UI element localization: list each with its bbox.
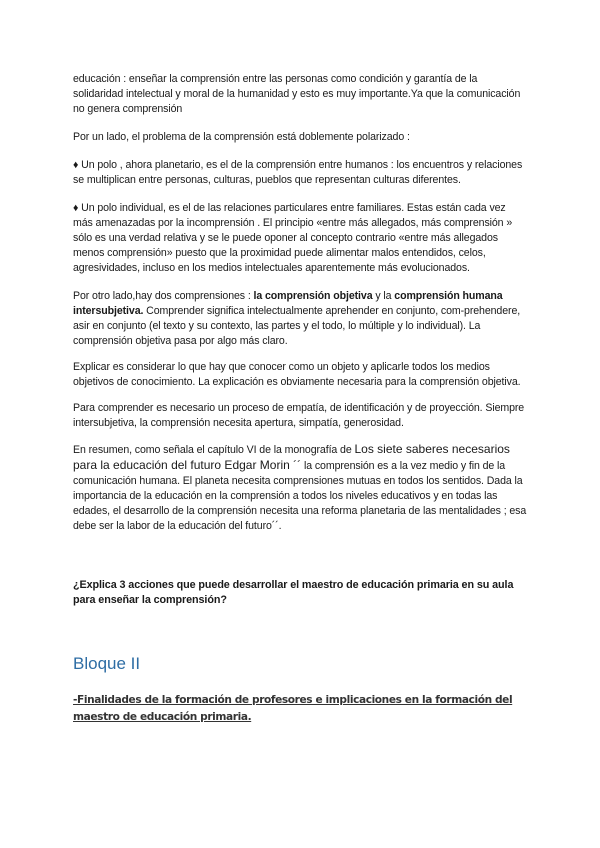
paragraph-education: educación : enseñar la comprensión entre las personas como condición y garantía de la solidaridad intelectual y moral de la humanidad y esto es muy importante.Ya que la comunicación no genera comprensión [73, 73, 521, 115]
paragraph-summary [73, 442, 528, 534]
p8-intro: En resumen, como señala el capítulo VI de la monografía de [73, 444, 355, 456]
p8-book-title: Los siete saberes necesarios para la educación del futuro Edgar Morin ´´ [73, 442, 510, 472]
paragraph-planetary-pole: ♦ Un polo , ahora planetario, es el de la comprensión entre humanos : los encuentros y relaciones se multiplican entre personas, culturas, pueblos que representan culturas diferentes. [73, 159, 523, 186]
paragraph-polarized: Por un lado, el problema de la comprensión está doblemente polarizado : [73, 131, 410, 143]
p5-bold-objective: la comprensión objetiva [253, 290, 373, 302]
paragraph-individual-pole: ♦ Un polo individual, es el de las relaciones particulares entre familiares. Estas están cada vez más amenazadas por la incomprensión . El principio «entre más allegados, más comprensión » sólo es una verdad relativa y se le puede oponer al concepto contrario «entre más allegados menos comprensión» puesto que la proximidad puede alimentar malos entendidos, celos, agresividades, incluso en los medios intelectuales aparentemente más evolucionados. [73, 202, 513, 274]
paragraph-empathy: Para comprender es necesario un proceso de empatía, de identificación y de proyección. Siempre intersubjetiva, la comprensión necesita apertura, simpatía, generosidad. [73, 402, 525, 429]
subheading-link[interactable]: -Finalidades de la formación de profesores e implicaciones en la formación del maestro de educación primaria. [73, 694, 513, 723]
p5-bold-intersubjective: comprensión humana intersubjetiva. [73, 290, 503, 317]
paragraph-two-comprehensions [73, 289, 528, 349]
p5-intro: Por otro lado,hay dos comprensiones : [73, 290, 254, 302]
p8-rest: la comprensión es a la vez medio y fin de la comunicación humana. El planeta necesita comprensiones mutuas en todos los sentidos. Dada la importancia de la educación en la comprensión a todos los niveles educativos y en todas las edades, el desarrollo de la comprensión necesita una reforma planetaria de las mentalidades ; esa debe ser la labor de la educación del futuro´´. [73, 460, 527, 532]
p5-rest: Comprender significa intelectualmente aprehender en conjunto, com-prehendere, asir en conjunto (el texto y su contexto, las partes y el todo, lo múltiple y lo individual). La comprensión objetiva pasa por algo más claro. [73, 305, 521, 347]
section-heading: Bloque II [73, 654, 141, 673]
document-body [73, 72, 528, 726]
p5-mid: y la [372, 290, 395, 302]
paragraph-explain: Explicar es considerar lo que hay que conocer como un objeto y aplicarle todos los medios objetivos de conocimiento. La explicación es obviamente necesaria para la comprensión objetiva. [73, 361, 521, 388]
question-text: ¿Explica 3 acciones que puede desarrollar el maestro de educación primaria en su aula para enseñar la comprensión? [73, 579, 514, 606]
